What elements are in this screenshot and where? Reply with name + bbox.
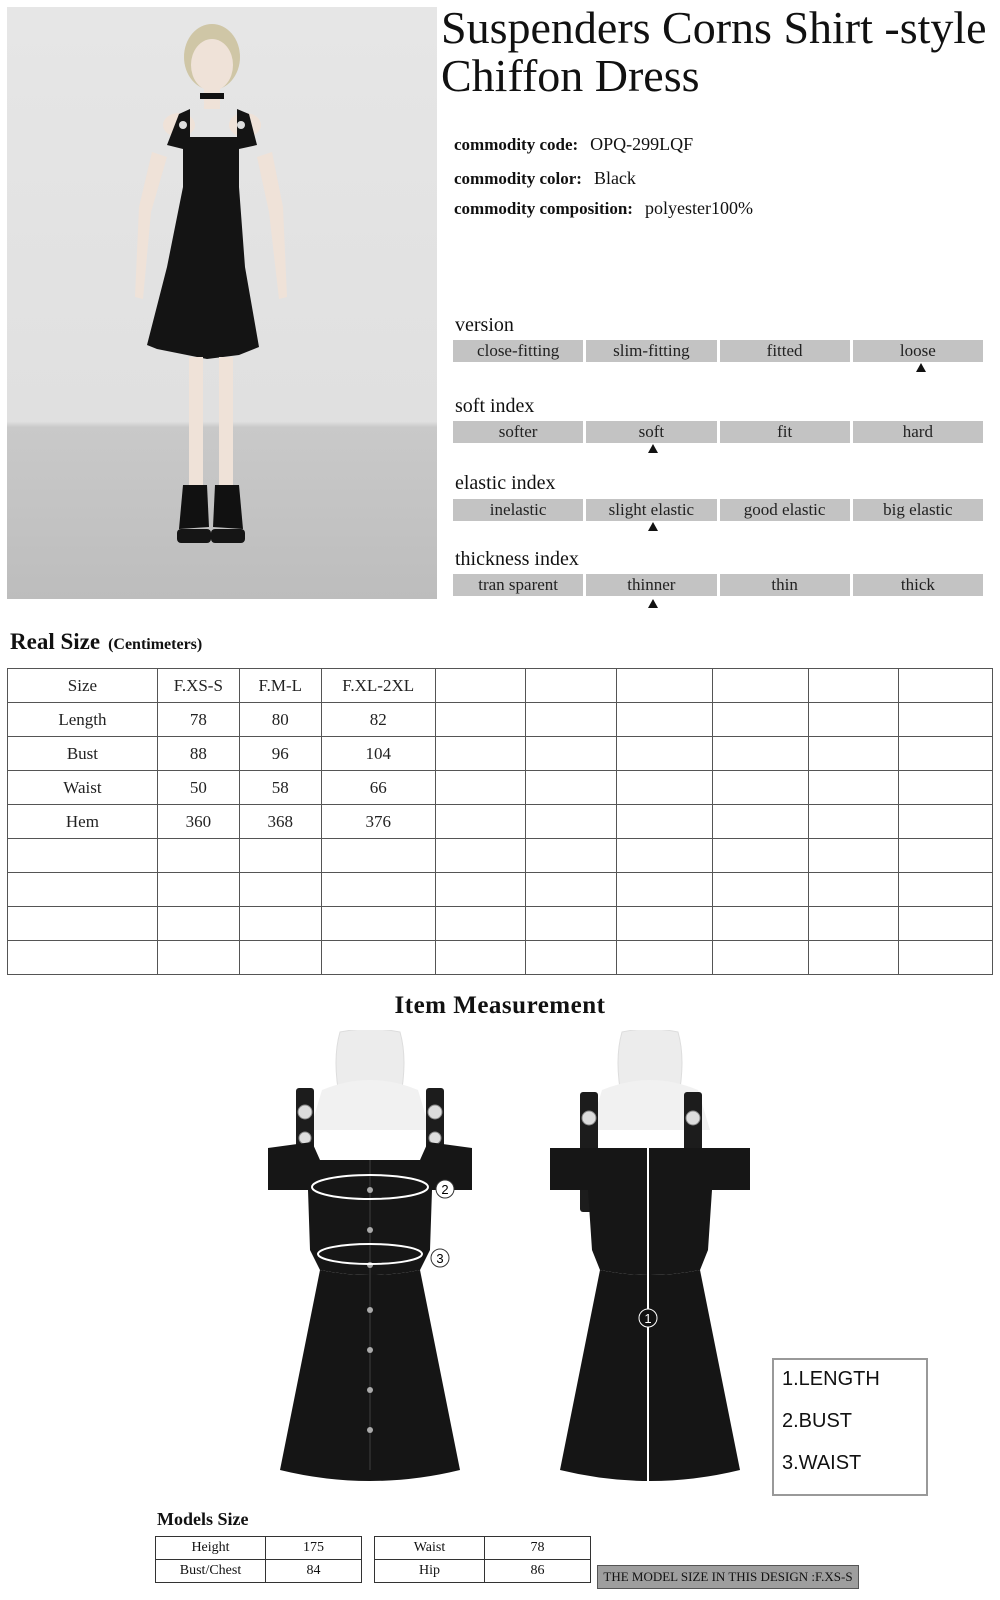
thickness-index-scale bbox=[453, 574, 986, 596]
model-attr-label: Bust/Chest bbox=[156, 1560, 266, 1583]
table-cell: 58 bbox=[239, 771, 321, 805]
version-scale bbox=[453, 340, 986, 362]
soft-index-option: hard bbox=[853, 421, 983, 443]
table-cell: 96 bbox=[239, 737, 321, 771]
commodity-composition-label: commodity composition: bbox=[454, 199, 633, 218]
elastic-index-option: good elastic bbox=[720, 499, 850, 521]
table-cell: 368 bbox=[239, 805, 321, 839]
measurement-legend bbox=[772, 1358, 928, 1496]
dress-front-illustration bbox=[260, 1030, 480, 1510]
bust-marker-label: 2 bbox=[441, 1182, 449, 1197]
table-row bbox=[8, 771, 993, 805]
table-cell: 78 bbox=[157, 703, 239, 737]
elastic-index-option: inelastic bbox=[453, 499, 583, 521]
table-row bbox=[8, 737, 993, 771]
thickness-index-option: thick bbox=[853, 574, 983, 596]
size-header-cell: F.M-L bbox=[239, 669, 321, 703]
table-row bbox=[8, 703, 993, 737]
table-cell: Hem bbox=[8, 805, 158, 839]
commodity-color-label: commodity color: bbox=[454, 169, 582, 188]
table-cell: 82 bbox=[321, 703, 435, 737]
elastic-index-scale bbox=[453, 499, 986, 521]
real-size-unit: (Centimeters) bbox=[108, 636, 203, 653]
real-size-title bbox=[10, 629, 202, 655]
table-row bbox=[375, 1560, 591, 1583]
models-table-left bbox=[155, 1536, 362, 1583]
table-cell: 360 bbox=[157, 805, 239, 839]
soft-index-marker-icon bbox=[648, 444, 658, 453]
elastic-index-option: slight elastic bbox=[586, 499, 716, 521]
model-attr-value: 175 bbox=[266, 1537, 362, 1560]
table-row bbox=[8, 907, 993, 941]
soft-index-option: soft bbox=[586, 421, 716, 443]
table-row bbox=[8, 839, 993, 873]
model-attr-label: Waist bbox=[375, 1537, 485, 1560]
table-cell: Bust bbox=[8, 737, 158, 771]
table-cell: 88 bbox=[157, 737, 239, 771]
table-cell: 50 bbox=[157, 771, 239, 805]
size-table bbox=[7, 668, 993, 975]
thickness-index-option: thin bbox=[720, 574, 850, 596]
thickness-index-option: tran sparent bbox=[453, 574, 583, 596]
product-title-line1: Suspenders Corns Shirt -style bbox=[441, 2, 987, 53]
length-marker-label: 1 bbox=[644, 1311, 652, 1326]
models-table-right bbox=[374, 1536, 591, 1583]
version-option: loose bbox=[853, 340, 983, 362]
dress-back-illustration bbox=[540, 1030, 760, 1510]
table-row bbox=[8, 805, 993, 839]
size-header-cell: Size bbox=[8, 669, 158, 703]
table-row bbox=[156, 1537, 362, 1560]
version-marker-icon bbox=[916, 363, 926, 372]
commodity-color bbox=[454, 168, 636, 189]
thickness-index-title: thickness index bbox=[455, 548, 579, 570]
table-cell: Waist bbox=[8, 771, 158, 805]
legend-item: 1.LENGTH bbox=[782, 1368, 880, 1390]
table-cell: 376 bbox=[321, 805, 435, 839]
soft-index-option: fit bbox=[720, 421, 850, 443]
table-row bbox=[156, 1560, 362, 1583]
elastic-index-marker-icon bbox=[648, 522, 658, 531]
size-header-cell: F.XL-2XL bbox=[321, 669, 435, 703]
version-option: slim-fitting bbox=[586, 340, 716, 362]
table-row bbox=[8, 873, 993, 907]
commodity-code-value: OPQ-299LQF bbox=[590, 134, 694, 154]
model-photo bbox=[7, 7, 437, 599]
commodity-code-label: commodity code: bbox=[454, 135, 579, 154]
table-row bbox=[375, 1537, 591, 1560]
models-size-title: Models Size bbox=[157, 1509, 249, 1529]
table-cell: 104 bbox=[321, 737, 435, 771]
product-title bbox=[441, 4, 1000, 100]
thickness-index-marker-icon bbox=[648, 599, 658, 608]
real-size-heading: Real Size bbox=[10, 629, 101, 654]
table-row bbox=[8, 941, 993, 975]
size-header-cell: F.XS-S bbox=[157, 669, 239, 703]
commodity-code bbox=[454, 134, 693, 155]
model-attr-label: Hip bbox=[375, 1560, 485, 1583]
model-attr-value: 78 bbox=[485, 1537, 591, 1560]
elastic-index-option: big elastic bbox=[853, 499, 983, 521]
elastic-index-title: elastic index bbox=[455, 472, 556, 494]
table-cell: Length bbox=[8, 703, 158, 737]
thickness-index-option: thinner bbox=[586, 574, 716, 596]
commodity-composition bbox=[454, 198, 753, 219]
size-table-header bbox=[8, 669, 993, 703]
soft-index-option: softer bbox=[453, 421, 583, 443]
waist-marker-label: 3 bbox=[436, 1251, 444, 1266]
item-measurement-title: Item Measurement bbox=[394, 992, 606, 1019]
version-title: version bbox=[455, 314, 514, 336]
model-attr-label: Height bbox=[156, 1537, 266, 1560]
soft-index-title: soft index bbox=[455, 395, 535, 417]
commodity-color-value: Black bbox=[593, 168, 636, 188]
version-option: close-fitting bbox=[453, 340, 583, 362]
legend-item: 3.WAIST bbox=[782, 1452, 862, 1474]
legend-item: 2.BUST bbox=[782, 1410, 853, 1432]
product-title-line2: Chiffon Dress bbox=[441, 50, 700, 101]
model-attr-value: 86 bbox=[485, 1560, 591, 1583]
table-cell: 66 bbox=[321, 771, 435, 805]
version-option: fitted bbox=[720, 340, 850, 362]
table-cell: 80 bbox=[239, 703, 321, 737]
soft-index-scale bbox=[453, 421, 986, 443]
commodity-composition-value: polyester100% bbox=[644, 198, 753, 218]
model-size-note: THE MODEL SIZE IN THIS DESIGN :F.XS-S bbox=[597, 1565, 859, 1589]
model-attr-value: 84 bbox=[266, 1560, 362, 1583]
model-illustration bbox=[7, 7, 437, 599]
